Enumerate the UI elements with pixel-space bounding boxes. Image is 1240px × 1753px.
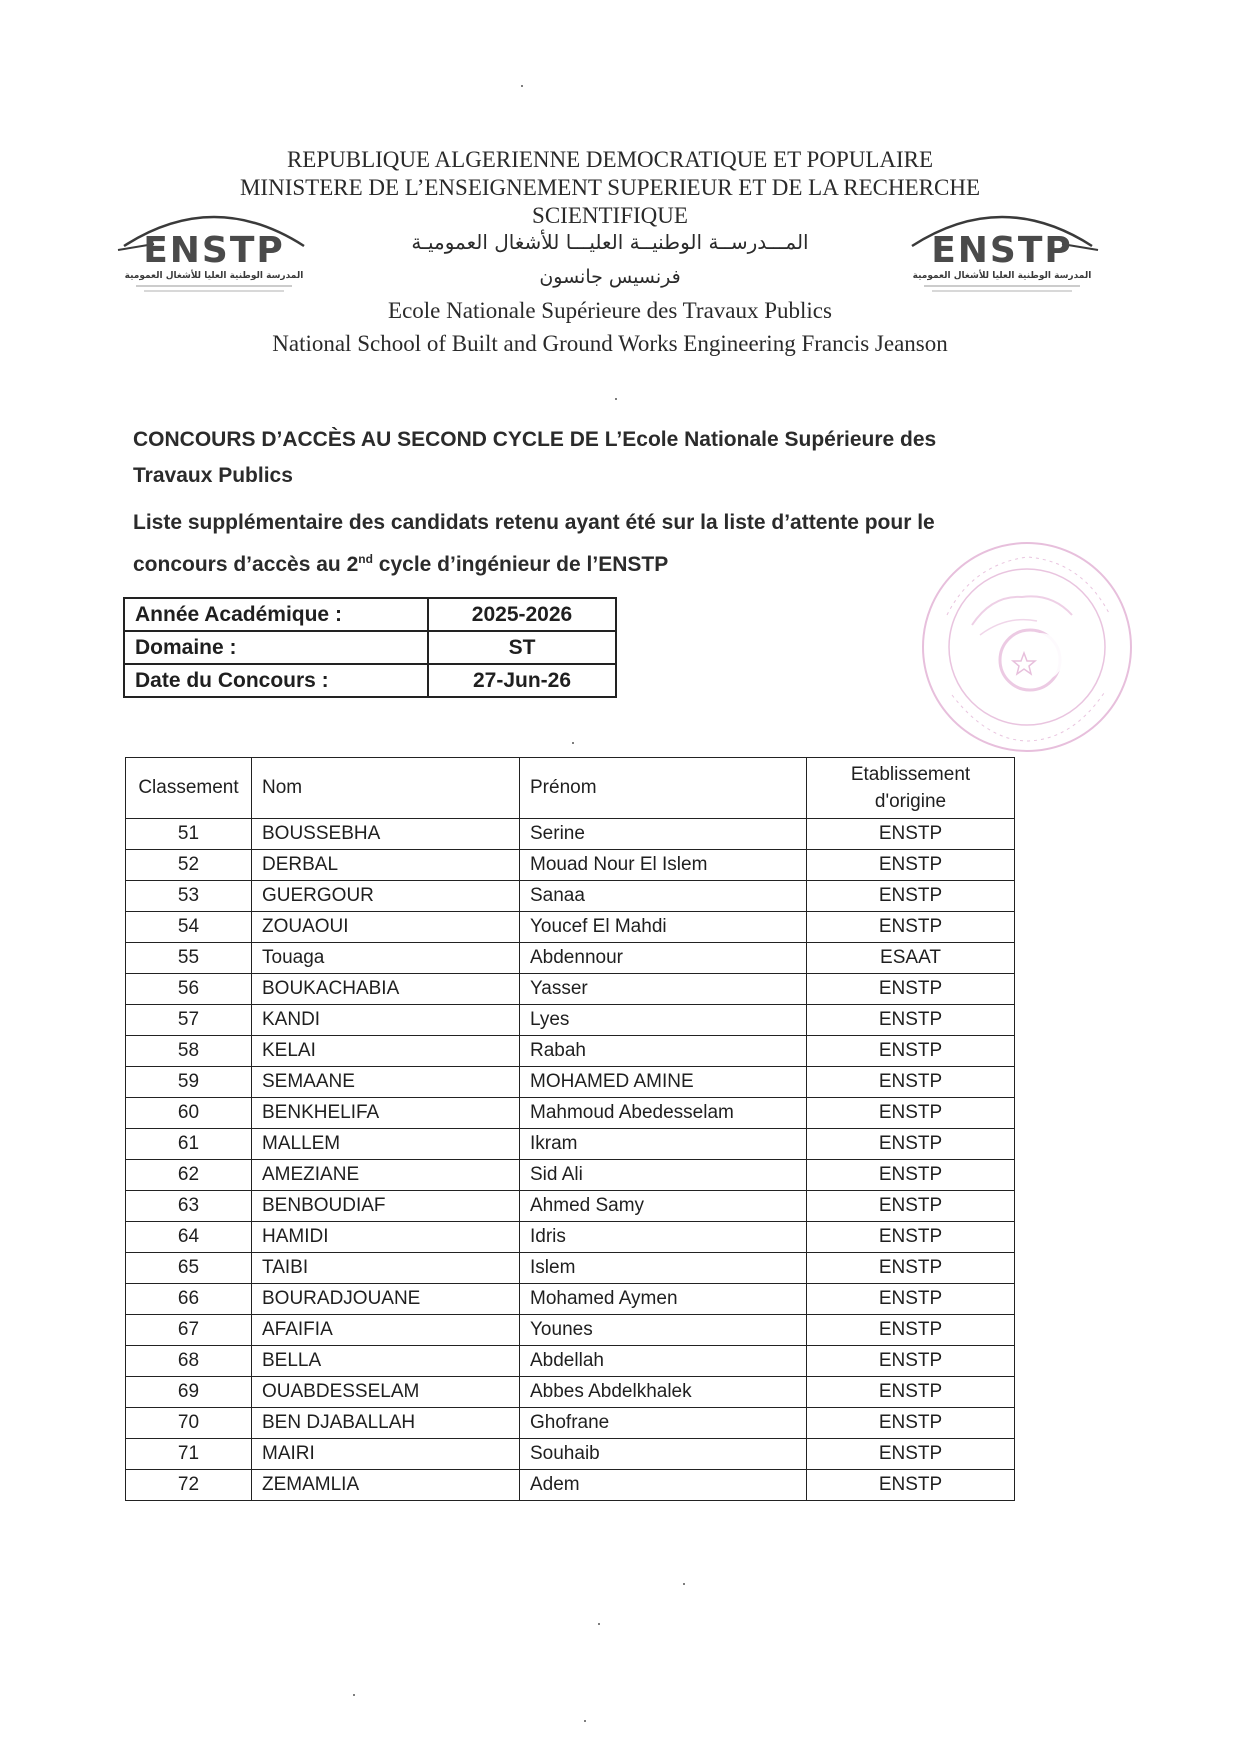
cell-etablissement: ENSTP: [807, 1315, 1015, 1346]
table-row: [126, 881, 1015, 912]
table-row: [126, 1191, 1015, 1222]
cell-prenom: Abdennour: [520, 943, 807, 974]
cell-classement: 63: [126, 1191, 252, 1222]
cell-prenom: Ghofrane: [520, 1408, 807, 1439]
cell-prenom: Younes: [520, 1315, 807, 1346]
column-header-etablissement-line2: d'origine: [874, 791, 947, 812]
cell-nom: BOURADJOUANE: [252, 1284, 520, 1315]
cell-nom: OUABDESSELAM: [252, 1377, 520, 1408]
scan-speck: [521, 85, 523, 87]
table-row: [126, 1222, 1015, 1253]
column-header-etablissement-line1: Etablissement: [850, 764, 971, 785]
table-row: [126, 850, 1015, 881]
cell-prenom: Idris: [520, 1222, 807, 1253]
cell-classement: 58: [126, 1036, 252, 1067]
cell-classement: 68: [126, 1346, 252, 1377]
info-label: Domaine :: [124, 631, 428, 664]
scan-speck: [584, 1720, 586, 1722]
scan-speck: [615, 398, 617, 400]
cell-etablissement: ENSTP: [807, 1470, 1015, 1501]
cell-prenom: Abdellah: [520, 1346, 807, 1377]
cell-etablissement: ENSTP: [807, 1005, 1015, 1036]
cell-classement: 67: [126, 1315, 252, 1346]
cell-classement: 65: [126, 1253, 252, 1284]
table-row: [126, 1067, 1015, 1098]
cell-classement: 57: [126, 1005, 252, 1036]
cell-nom: GUERGOUR: [252, 881, 520, 912]
school-patron-arabic: فرنسيس جانسون: [539, 266, 681, 288]
cell-nom: AMEZIANE: [252, 1160, 520, 1191]
cell-nom: SEMAANE: [252, 1067, 520, 1098]
table-row: [126, 1036, 1015, 1067]
cell-classement: 53: [126, 881, 252, 912]
cell-prenom: Ikram: [520, 1129, 807, 1160]
header-line-ministry: MINISTERE DE L’ENSEIGNEMENT SUPERIEUR ET DE LA RECHERCHE: [239, 175, 981, 200]
table-row: [126, 1346, 1015, 1377]
cell-nom: BELLA: [252, 1346, 520, 1377]
subtitle-line-1: Liste supplémentaire des candidats retenu ayant été sur la liste d’attente pour le: [133, 511, 935, 534]
cell-nom: AFAIFIA: [252, 1315, 520, 1346]
cell-classement: 69: [126, 1377, 252, 1408]
svg-text:المدرسة الوطنية العليا للأشغال: المدرسة الوطنية العليا للأشغال العمومية: [912, 271, 1092, 281]
info-value: 2025-2026: [428, 598, 616, 631]
table-row: [126, 1129, 1015, 1160]
column-header-prenom: Prénom: [520, 758, 807, 819]
cell-classement: 62: [126, 1160, 252, 1191]
cell-prenom: Adem: [520, 1470, 807, 1501]
cell-prenom: Souhaib: [520, 1439, 807, 1470]
info-row-annee: [124, 598, 616, 631]
table-row: [126, 1470, 1015, 1501]
info-value: 27-Jun-26: [428, 664, 616, 697]
logo-text: ENSTP: [143, 230, 285, 271]
subtitle-text-a: concours d’accès au 2: [133, 553, 359, 576]
subtitle-text-b: cycle d’ingénieur de l’ENSTP: [372, 553, 669, 576]
cell-classement: 66: [126, 1284, 252, 1315]
cell-prenom: Mouad Nour El Islem: [520, 850, 807, 881]
cell-classement: 64: [126, 1222, 252, 1253]
cell-etablissement: ENSTP: [807, 1160, 1015, 1191]
cell-classement: 52: [126, 850, 252, 881]
table-body: [126, 819, 1015, 1501]
cell-classement: 56: [126, 974, 252, 1005]
enstp-logo-right: [902, 206, 1102, 296]
table-row: [126, 1284, 1015, 1315]
cell-nom: BOUSSEBHA: [252, 819, 520, 850]
scan-speck: [572, 742, 574, 744]
scan-speck: [598, 1623, 600, 1625]
cell-classement: 72: [126, 1470, 252, 1501]
cell-etablissement: ENSTP: [807, 912, 1015, 943]
info-value: ST: [428, 631, 616, 664]
exam-info-table: [123, 597, 617, 698]
cell-etablissement: ENSTP: [807, 1346, 1015, 1377]
enstp-logo-left: [114, 206, 314, 296]
cell-nom: KELAI: [252, 1036, 520, 1067]
cell-etablissement: ENSTP: [807, 819, 1015, 850]
table-header-row: [126, 758, 1015, 819]
cell-nom: ZEMAMLIA: [252, 1470, 520, 1501]
table-row: [126, 819, 1015, 850]
scan-speck: [353, 1694, 355, 1696]
cell-classement: 55: [126, 943, 252, 974]
header-line-scientifique: SCIENTIFIQUE: [532, 203, 688, 228]
cell-etablissement: ENSTP: [807, 1408, 1015, 1439]
cell-classement: 54: [126, 912, 252, 943]
cell-etablissement: ENSTP: [807, 1253, 1015, 1284]
title-line-2: Travaux Publics: [133, 464, 293, 487]
cell-nom: MALLEM: [252, 1129, 520, 1160]
cell-etablissement: ENSTP: [807, 850, 1015, 881]
cell-nom: Touaga: [252, 943, 520, 974]
cell-prenom: Rabah: [520, 1036, 807, 1067]
cell-classement: 71: [126, 1439, 252, 1470]
cell-etablissement: ENSTP: [807, 1222, 1015, 1253]
cell-nom: DERBAL: [252, 850, 520, 881]
cell-etablissement: ENSTP: [807, 1067, 1015, 1098]
cell-nom: MAIRI: [252, 1439, 520, 1470]
table-row: [126, 1005, 1015, 1036]
cell-prenom: MOHAMED AMINE: [520, 1067, 807, 1098]
table-row: [126, 943, 1015, 974]
info-label: Année Académique :: [124, 598, 428, 631]
cell-etablissement: ENSTP: [807, 1036, 1015, 1067]
table-row: [126, 974, 1015, 1005]
title-line-1: CONCOURS D’ACCÈS AU SECOND CYCLE DE L’Ecole Nationale Supérieure des: [133, 428, 937, 451]
table-row: [126, 1160, 1015, 1191]
cell-etablissement: ESAAT: [807, 943, 1015, 974]
cell-etablissement: ENSTP: [807, 1284, 1015, 1315]
info-row-domaine: [124, 631, 616, 664]
svg-text:المدرسة الوطنية العليا للأشغال: المدرسة الوطنية العليا للأشغال العمومية: [124, 271, 304, 281]
table-row: [126, 1408, 1015, 1439]
cell-prenom: Sanaa: [520, 881, 807, 912]
table-row: [126, 1377, 1015, 1408]
logo-text: ENSTP: [931, 230, 1073, 271]
cell-etablissement: ENSTP: [807, 1129, 1015, 1160]
column-header-etablissement: [807, 758, 1015, 819]
enstp-logo-graphic: [114, 206, 314, 296]
school-name-english: National School of Built and Ground Works Engineering Francis Jeanson: [272, 331, 948, 356]
cell-nom: BENBOUDIAF: [252, 1191, 520, 1222]
document-title: [133, 422, 1053, 494]
table-row: [126, 1439, 1015, 1470]
cell-nom: ZOUAOUI: [252, 912, 520, 943]
table-row: [126, 1098, 1015, 1129]
cell-prenom: Yasser: [520, 974, 807, 1005]
school-name-arabic: المـــدرســة الوطنيــة العليـــا للأشغال العموميـة: [411, 230, 809, 254]
enstp-logo-graphic: [902, 206, 1102, 296]
header-line-republic: REPUBLIQUE ALGERIENNE DEMOCRATIQUE ET POPULAIRE: [286, 147, 934, 172]
cell-etablissement: ENSTP: [807, 1191, 1015, 1222]
cell-classement: 51: [126, 819, 252, 850]
cell-etablissement: ENSTP: [807, 974, 1015, 1005]
cell-etablissement: ENSTP: [807, 1377, 1015, 1408]
cell-classement: 61: [126, 1129, 252, 1160]
subtitle-superscript: nd: [358, 552, 373, 566]
cell-prenom: Mahmoud Abedesselam: [520, 1098, 807, 1129]
cell-classement: 59: [126, 1067, 252, 1098]
school-name-french: Ecole Nationale Supérieure des Travaux Publics: [388, 298, 832, 323]
info-label: Date du Concours :: [124, 664, 428, 697]
cell-nom: BEN DJABALLAH: [252, 1408, 520, 1439]
table-row: [126, 1315, 1015, 1346]
cell-nom: BENKHELIFA: [252, 1098, 520, 1129]
table-row: [126, 912, 1015, 943]
column-header-classement: Classement: [126, 758, 252, 819]
cell-prenom: Ahmed Samy: [520, 1191, 807, 1222]
info-row-date: [124, 664, 616, 697]
cell-nom: HAMIDI: [252, 1222, 520, 1253]
cell-prenom: Youcef El Mahdi: [520, 912, 807, 943]
cell-prenom: Islem: [520, 1253, 807, 1284]
candidates-table: [125, 757, 1015, 1501]
cell-prenom: Serine: [520, 819, 807, 850]
official-stamp-seal: [912, 535, 1142, 760]
table-row: [126, 1253, 1015, 1284]
cell-nom: BOUKACHABIA: [252, 974, 520, 1005]
cell-classement: 60: [126, 1098, 252, 1129]
cell-nom: TAIBI: [252, 1253, 520, 1284]
ministry-header: [200, 146, 1020, 230]
cell-nom: KANDI: [252, 1005, 520, 1036]
cell-etablissement: ENSTP: [807, 1439, 1015, 1470]
cell-etablissement: ENSTP: [807, 1098, 1015, 1129]
cell-classement: 70: [126, 1408, 252, 1439]
cell-prenom: Sid Ali: [520, 1160, 807, 1191]
column-header-nom: Nom: [252, 758, 520, 819]
scan-speck: [683, 1583, 685, 1585]
cell-prenom: Mohamed Aymen: [520, 1284, 807, 1315]
cell-prenom: Lyes: [520, 1005, 807, 1036]
cell-prenom: Abbes Abdelkhalek: [520, 1377, 807, 1408]
cell-etablissement: ENSTP: [807, 881, 1015, 912]
